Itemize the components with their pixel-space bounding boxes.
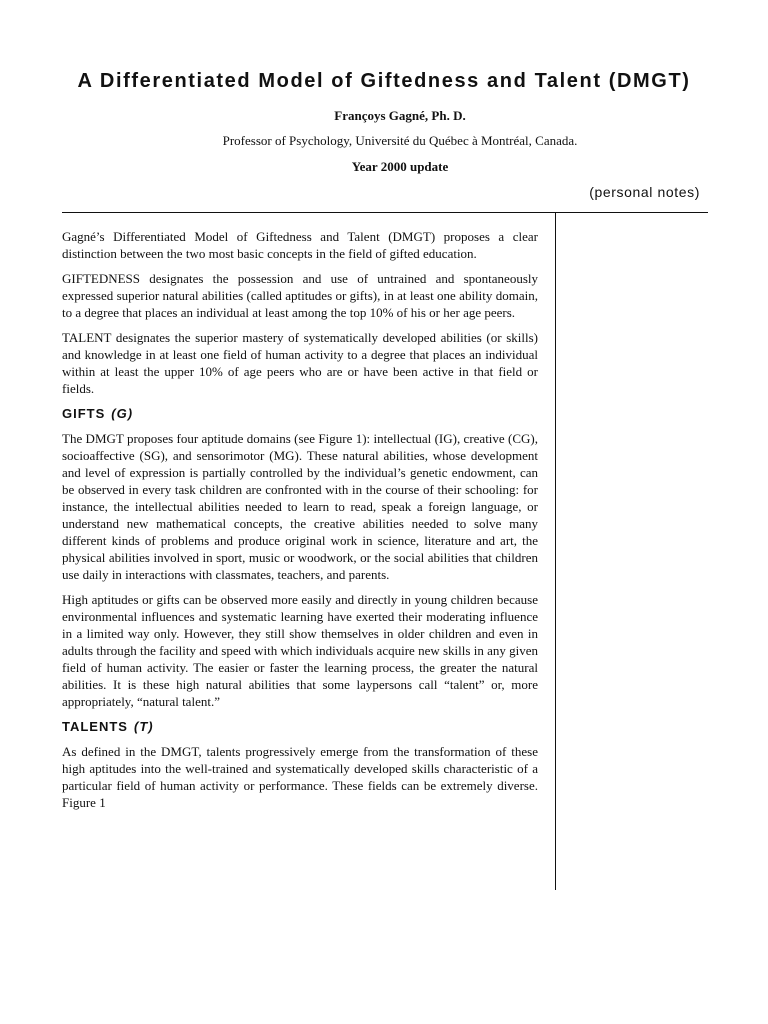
- notes-column-rule: [555, 212, 556, 890]
- gifts-abbreviation: (G): [111, 406, 134, 421]
- talents-heading-text: TALENTS: [62, 719, 128, 734]
- author-name: Françoys Gagné, Ph. D.: [334, 108, 466, 123]
- author-affiliation: Professor of Psychology, Université du Québec à Montréal, Canada.: [222, 133, 578, 148]
- gifts-heading-text: GIFTS: [62, 406, 106, 421]
- talents-heading: [62, 718, 538, 735]
- personal-notes-label: (personal notes): [589, 184, 700, 200]
- talent-definition: TALENT designates the superior mastery of systematically developed abilities (or skills) and knowledge in at least one field of human activity to a degree that places an individual within at least the upper 10% of age peers who are or have been active in that field or fields.: [62, 330, 538, 396]
- giftedness-definition: GIFTEDNESS designates the possession and use of untrained and spontaneously expressed superior natural abilities (called aptitudes or gifts), in at least one ability domain, to a degree that places an individual at least among the top 10% of his or her age peers.: [62, 271, 538, 320]
- gifts-paragraph-1: The DMGT proposes four aptitude domains (see Figure 1): intellectual (IG), creative (CG), socioaffective (SG), and sensorimotor (MG). These natural abilities, whose development and level of expression is partially controlled by the individual’s genetic endowment, can be observed in every task children are confronted with in the course of their schooling: for instance, the intellectual abilities needed to learn to read, speak a foreign language, or understand new mathematical concepts, the creative abilities needed to solve many different kinds of problems and produce original work in science, literature and art, the physical abilities involved in sport, music or woodwork, or the social abilities that children use daily in interactions with classmates, teachers, and parents.: [62, 431, 538, 582]
- intro-paragraph: Gagné’s Differentiated Model of Giftedness and Talent (DMGT) proposes a clear distinction between the two most basic concepts in the field of gifted education.: [62, 229, 538, 261]
- talents-abbreviation: (T): [133, 719, 154, 734]
- document-title: A Differentiated Model of Giftedness and Talent (DMGT): [77, 70, 691, 92]
- gifts-paragraph-2: High aptitudes or gifts can be observed more easily and directly in young children because environmental influences and systematic learning have exerted their moderating influence in a limited way only. However, they still show themselves in older children and even in adults through the facility and speed with which individuals acquire new skills in any given field of human activity. The easier or faster the learning process, the greater the natural abilities. It is these high natural abilities that some laypersons call “talent” or, more appropriately, “natural talent.”: [62, 592, 538, 709]
- gifts-heading: [62, 405, 538, 422]
- header-rule: [62, 212, 708, 213]
- update-year: Year 2000 update: [351, 159, 449, 174]
- talents-paragraph-1: As defined in the DMGT, talents progressively emerge from the transformation of these high aptitudes into the well-trained and systematically developed skills characteristic of a particular field of human activity or performance. These fields can be extremely diverse. Figure 1: [62, 744, 538, 810]
- main-text-column: [62, 228, 538, 819]
